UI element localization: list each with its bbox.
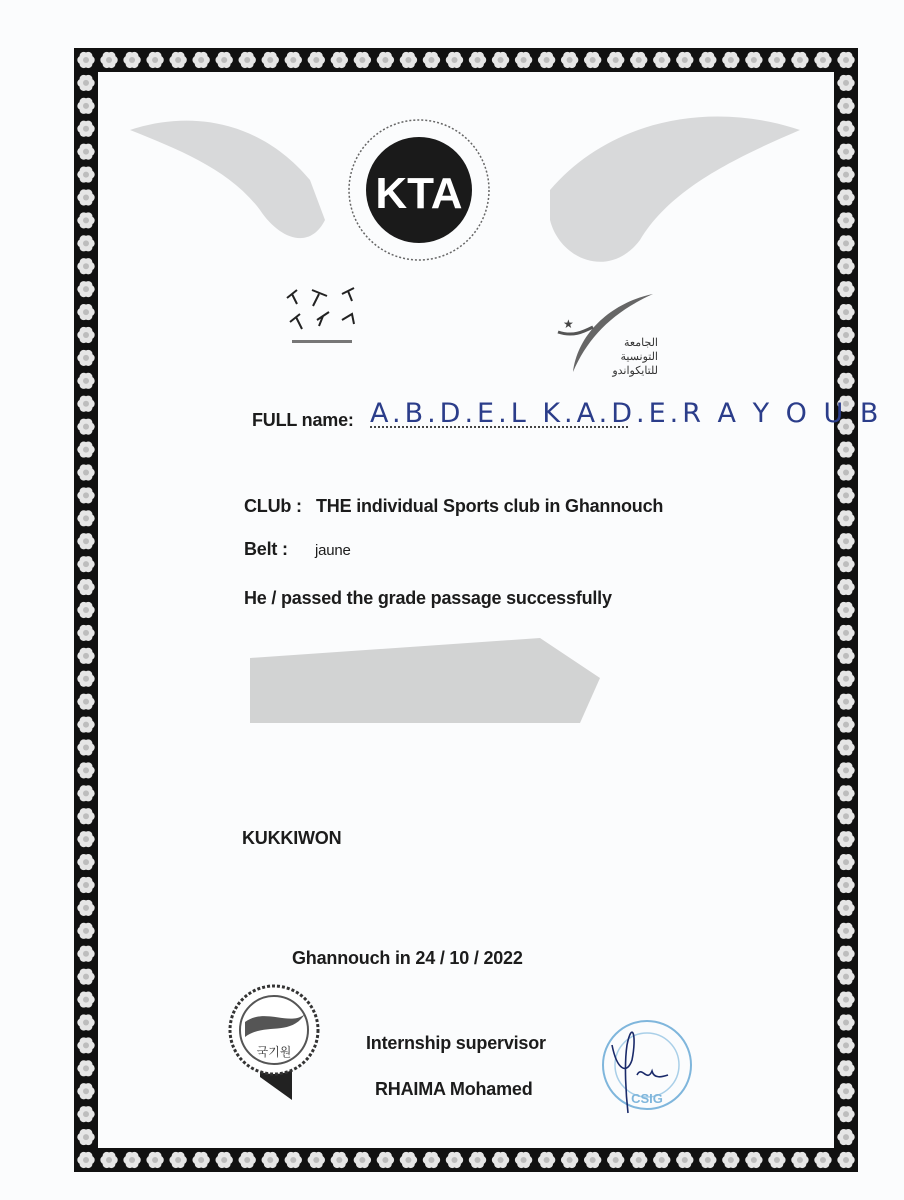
svg-text:★: ★ <box>563 317 574 331</box>
border-band <box>74 1148 858 1172</box>
organization: KUKKIWON <box>242 828 342 848</box>
kta-logo-text: KTA <box>375 169 463 218</box>
federation-arabic-name <box>590 336 658 378</box>
border-band <box>74 48 858 72</box>
signer-name: RHAIMA Mohamed <box>375 1079 533 1099</box>
eagle-watermark-left <box>110 100 330 280</box>
full-name-label: FULL name: <box>252 410 354 430</box>
building-watermark <box>240 628 610 728</box>
seal-text: 국기원 <box>256 1045 292 1059</box>
club-value: THE individual Sports club in Ghannouch <box>316 496 664 516</box>
place-date: Ghannouch in 24 / 10 / 2022 <box>292 948 523 968</box>
eagle-watermark-right <box>530 100 810 300</box>
federation-line: الجامعة <box>624 337 658 349</box>
federation-line: للتايكواندو <box>612 365 658 377</box>
kta-logo <box>345 112 495 272</box>
full-name-value: A.B.D.E.L K.A.D.E.R A Y O U B <box>370 398 883 429</box>
official-stamp-with-signature <box>592 1015 702 1115</box>
kukkiwon-seal <box>220 982 330 1102</box>
belt-value: jaune <box>315 542 351 559</box>
federation-line: التونسية <box>620 351 658 363</box>
stamp-text: CSIG <box>631 1091 663 1106</box>
signer-title: Internship supervisor <box>366 1033 546 1053</box>
athletes-logo <box>282 280 362 350</box>
belt-label: Belt : <box>244 539 288 559</box>
club-label: CLUb : <box>244 496 302 516</box>
statement: He / passed the grade passage successfully <box>244 588 612 608</box>
